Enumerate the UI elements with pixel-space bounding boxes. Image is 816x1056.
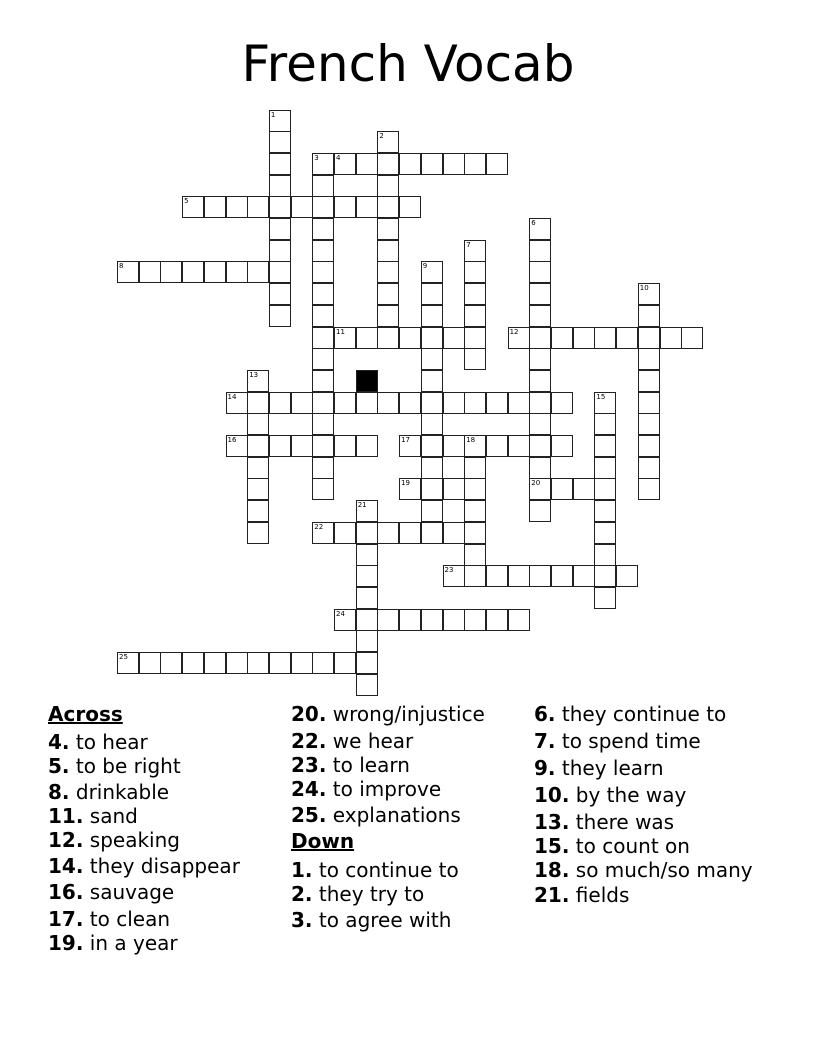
grid-cell[interactable]: [247, 500, 269, 522]
clue-text: to be right: [69, 754, 181, 778]
clue-text: fields: [569, 883, 630, 907]
grid-cell[interactable]: [377, 218, 399, 240]
grid-cell[interactable]: [421, 370, 443, 392]
black-cell: [356, 370, 378, 392]
clue-number-24: 24: [336, 609, 345, 618]
clue-text: to clean: [83, 907, 171, 931]
grid-cell[interactable]: [377, 392, 399, 414]
clue-number: 21.: [534, 883, 570, 907]
grid-cell[interactable]: [443, 327, 465, 349]
grid-cell[interactable]: [529, 348, 551, 370]
clue-number: 4.: [48, 730, 70, 754]
grid-cell[interactable]: [139, 652, 161, 674]
grid-cell[interactable]: [139, 261, 161, 283]
grid-cell[interactable]: [182, 652, 204, 674]
grid-cell[interactable]: [247, 457, 269, 479]
clue-25: [291, 803, 461, 827]
grid-cell[interactable]: [638, 392, 660, 414]
grid-cell[interactable]: [356, 196, 378, 218]
grid-cell[interactable]: [160, 652, 182, 674]
grid-cell[interactable]: [421, 522, 443, 544]
grid-cell[interactable]: [551, 435, 573, 457]
grid-cell[interactable]: [312, 348, 334, 370]
clue-20: [291, 702, 485, 726]
grid-cell[interactable]: [594, 500, 616, 522]
grid-cell[interactable]: [312, 413, 334, 435]
clue-number-5: 5: [184, 197, 189, 206]
grid-cell[interactable]: [247, 652, 269, 674]
grid-cell[interactable]: [508, 435, 530, 457]
grid-cell[interactable]: [638, 370, 660, 392]
grid-cell[interactable]: [204, 196, 226, 218]
grid-cell[interactable]: [399, 522, 421, 544]
grid-cell[interactable]: [638, 327, 660, 349]
grid-cell[interactable]: [312, 218, 334, 240]
grid-cell[interactable]: [638, 305, 660, 327]
clue-number-11: 11: [336, 327, 345, 336]
grid-cell[interactable]: [638, 478, 660, 500]
grid-cell[interactable]: [247, 413, 269, 435]
clue-text: to hear: [69, 730, 148, 754]
grid-cell[interactable]: [399, 153, 421, 175]
grid-cell[interactable]: [160, 261, 182, 283]
grid-cell[interactable]: [594, 435, 616, 457]
clue-number: 8.: [48, 780, 70, 804]
down-heading: Down: [291, 829, 355, 853]
grid-cell[interactable]: [269, 261, 291, 283]
grid-cell[interactable]: [269, 153, 291, 175]
grid-cell[interactable]: [421, 609, 443, 631]
clue-text: so much/so many: [569, 858, 753, 882]
grid-cell[interactable]: [443, 435, 465, 457]
grid-cell[interactable]: [616, 327, 638, 349]
clue-17: [48, 907, 170, 931]
grid-cell[interactable]: [399, 609, 421, 631]
clue-number-25: 25: [119, 653, 128, 661]
grid-cell[interactable]: [356, 565, 378, 587]
clue-number: 12.: [48, 828, 84, 852]
grid-cell[interactable]: [464, 348, 486, 370]
clue-text: speaking: [83, 828, 180, 852]
grid-cell[interactable]: [269, 283, 291, 305]
clue-number: 25.: [291, 803, 327, 827]
grid-cell[interactable]: [377, 327, 399, 349]
clue-number-4: 4: [336, 153, 341, 162]
clue-number-19: 19: [401, 479, 411, 488]
grid-cell[interactable]: [464, 392, 486, 414]
clue-number-17: 17: [401, 436, 411, 444]
grid-cell[interactable]: [269, 196, 291, 218]
grid-cell[interactable]: [421, 305, 443, 327]
clue-23: [291, 753, 410, 777]
grid-cell[interactable]: [443, 153, 465, 175]
clue-number: 16.: [48, 880, 84, 904]
grid-cell[interactable]: [464, 153, 486, 175]
grid-cell[interactable]: [356, 153, 378, 175]
grid-cell[interactable]: [594, 457, 616, 479]
clue-9: [534, 756, 664, 780]
clue-5: [48, 754, 181, 778]
grid-cell[interactable]: [421, 283, 443, 305]
grid-cell[interactable]: [247, 522, 269, 544]
grid-cell[interactable]: [312, 305, 334, 327]
clue-number: 13.: [534, 810, 570, 834]
clue-number-21: 21: [357, 501, 367, 510]
clue-number-1: 1: [270, 110, 276, 119]
grid-cell[interactable]: [638, 413, 660, 435]
grid-cell[interactable]: [594, 327, 616, 349]
clue-number-23: 23: [444, 566, 454, 575]
grid-cell[interactable]: [594, 544, 616, 566]
clue-24: [291, 777, 441, 801]
grid-cell[interactable]: [269, 652, 291, 674]
grid-cell[interactable]: [529, 457, 551, 479]
grid-cell[interactable]: [638, 348, 660, 370]
clue-number: 7.: [534, 729, 556, 753]
clue-number: 19.: [48, 931, 84, 955]
grid-cell[interactable]: [443, 522, 465, 544]
grid-cell[interactable]: [269, 392, 291, 414]
grid-cell[interactable]: [421, 457, 443, 479]
grid-cell[interactable]: [269, 175, 291, 197]
grid-cell[interactable]: [594, 522, 616, 544]
grid-cell[interactable]: [464, 565, 486, 587]
grid-cell[interactable]: [638, 457, 660, 479]
grid-cell[interactable]: [247, 392, 269, 414]
grid-cell[interactable]: [269, 218, 291, 240]
grid-cell[interactable]: [486, 565, 508, 587]
grid-cell[interactable]: [377, 196, 399, 218]
grid-cell[interactable]: [529, 261, 551, 283]
grid-cell[interactable]: [334, 196, 356, 218]
grid-cell[interactable]: [399, 392, 421, 414]
clue-number: 2.: [291, 882, 313, 906]
grid-cell[interactable]: [356, 587, 378, 609]
clue-1: [291, 858, 459, 882]
grid-cell[interactable]: [421, 153, 443, 175]
grid-cell[interactable]: [529, 413, 551, 435]
clue-text: drinkable: [69, 780, 170, 804]
grid-cell[interactable]: [464, 327, 486, 349]
clue-13: [534, 810, 674, 834]
clue-text: explanations: [326, 803, 461, 827]
grid-cell[interactable]: [377, 261, 399, 283]
clue-number: 3.: [291, 908, 313, 932]
grid-cell[interactable]: [226, 196, 248, 218]
grid-cell[interactable]: [291, 652, 313, 674]
grid-cell[interactable]: [399, 327, 421, 349]
clue-14: [48, 854, 240, 878]
clue-number: 24.: [291, 777, 327, 801]
clue-22: [291, 729, 413, 753]
grid-cell[interactable]: [421, 478, 443, 500]
clue-number: 17.: [48, 907, 84, 931]
grid-cell[interactable]: [529, 565, 551, 587]
grid-cell[interactable]: [356, 652, 378, 674]
grid-cell[interactable]: [529, 305, 551, 327]
clue-number: 6.: [534, 702, 556, 726]
grid-cell[interactable]: [486, 435, 508, 457]
grid-cell[interactable]: [312, 175, 334, 197]
grid-cell[interactable]: [486, 609, 508, 631]
grid-cell[interactable]: [443, 392, 465, 414]
clue-number-2: 2: [379, 132, 384, 141]
grid-cell[interactable]: [660, 327, 682, 349]
grid-cell[interactable]: [464, 522, 486, 544]
clue-number-9: 9: [422, 262, 428, 271]
grid-cell[interactable]: [356, 392, 378, 414]
grid-cell[interactable]: [334, 435, 356, 457]
grid-cell[interactable]: [594, 413, 616, 435]
clue-number: 11.: [48, 804, 84, 828]
grid-cell[interactable]: [377, 305, 399, 327]
grid-cell[interactable]: [529, 435, 551, 457]
grid-cell[interactable]: [551, 327, 573, 349]
grid-cell[interactable]: [377, 283, 399, 305]
grid-cell[interactable]: [529, 392, 551, 414]
grid-cell[interactable]: [421, 435, 443, 457]
grid-cell[interactable]: [312, 392, 334, 414]
clue-19: [48, 931, 178, 955]
clue-number-15: 15: [596, 392, 606, 401]
clue-text: to agree with: [312, 908, 452, 932]
grid-cell[interactable]: [291, 392, 313, 414]
grid-cell[interactable]: [464, 261, 486, 283]
grid-cell[interactable]: [377, 522, 399, 544]
grid-cell[interactable]: [247, 196, 269, 218]
clue-number: 23.: [291, 753, 327, 777]
clue-number-12: 12: [509, 327, 519, 336]
grid-cell[interactable]: [312, 652, 334, 674]
grid-cell[interactable]: [269, 240, 291, 262]
clue-7: [534, 729, 701, 753]
grid-cell[interactable]: [312, 457, 334, 479]
grid-cell[interactable]: [312, 196, 334, 218]
grid-cell[interactable]: [334, 522, 356, 544]
grid-cell[interactable]: [226, 652, 248, 674]
clue-number: 22.: [291, 729, 327, 753]
grid-cell[interactable]: [529, 240, 551, 262]
grid-cell[interactable]: [182, 261, 204, 283]
clue-8: [48, 780, 169, 804]
grid-cell[interactable]: [529, 283, 551, 305]
grid-cell[interactable]: [594, 565, 616, 587]
grid-cell[interactable]: [377, 609, 399, 631]
grid-cell[interactable]: [312, 435, 334, 457]
clue-21: [534, 883, 629, 907]
clue-3: [291, 908, 451, 932]
grid-cell[interactable]: [356, 522, 378, 544]
clue-text: to learn: [326, 753, 410, 777]
grid-cell[interactable]: [269, 305, 291, 327]
clue-text: they disappear: [83, 854, 240, 878]
grid-cell[interactable]: [443, 478, 465, 500]
grid-cell[interactable]: [529, 327, 551, 349]
clue-6: [534, 702, 726, 726]
grid-cell[interactable]: [356, 544, 378, 566]
clue-text: wrong/injustice: [326, 702, 485, 726]
grid-cell[interactable]: [204, 652, 226, 674]
grid-cell[interactable]: [291, 196, 313, 218]
clue-number: 14.: [48, 854, 84, 878]
grid-cell[interactable]: [356, 435, 378, 457]
grid-cell[interactable]: [594, 478, 616, 500]
grid-cell[interactable]: [616, 565, 638, 587]
grid-cell[interactable]: [551, 392, 573, 414]
across-heading: Across: [48, 702, 123, 726]
grid-cell[interactable]: [594, 587, 616, 609]
clue-text: they learn: [555, 756, 664, 780]
grid-cell[interactable]: [464, 478, 486, 500]
grid-cell[interactable]: [356, 327, 378, 349]
grid-cell[interactable]: [529, 500, 551, 522]
grid-cell[interactable]: [464, 609, 486, 631]
clue-text: by the way: [569, 783, 687, 807]
clue-number-10: 10: [639, 284, 649, 293]
grid-cell[interactable]: [269, 131, 291, 153]
clue-text: there was: [569, 810, 675, 834]
grid-cell[interactable]: [508, 565, 530, 587]
grid-cell[interactable]: [269, 435, 291, 457]
grid-cell[interactable]: [399, 196, 421, 218]
clue-number: 9.: [534, 756, 556, 780]
clue-number: 10.: [534, 783, 570, 807]
grid-cell[interactable]: [464, 500, 486, 522]
grid-cell[interactable]: [681, 327, 703, 349]
clue-number-8: 8: [119, 262, 124, 271]
grid-cell[interactable]: [312, 261, 334, 283]
grid-cell[interactable]: [247, 478, 269, 500]
grid-cell[interactable]: [377, 240, 399, 262]
grid-cell[interactable]: [377, 153, 399, 175]
clue-text: to improve: [326, 777, 442, 801]
grid-cell[interactable]: [312, 478, 334, 500]
grid-cell[interactable]: [377, 175, 399, 197]
grid-cell[interactable]: [421, 392, 443, 414]
grid-cell[interactable]: [529, 370, 551, 392]
clue-text: to spend time: [555, 729, 701, 753]
grid-cell[interactable]: [508, 609, 530, 631]
grid-cell[interactable]: [312, 240, 334, 262]
clue-text: they try to: [312, 882, 425, 906]
grid-cell[interactable]: [421, 348, 443, 370]
clue-text: we hear: [326, 729, 414, 753]
clue-number-14: 14: [227, 392, 237, 401]
grid-cell[interactable]: [312, 370, 334, 392]
grid-cell[interactable]: [551, 478, 573, 500]
grid-cell[interactable]: [312, 327, 334, 349]
clue-number-18: 18: [466, 436, 476, 444]
grid-cell[interactable]: [247, 435, 269, 457]
grid-cell[interactable]: [464, 544, 486, 566]
grid-cell[interactable]: [573, 327, 595, 349]
grid-cell[interactable]: [508, 392, 530, 414]
clue-number-6: 6: [531, 219, 536, 227]
grid-cell[interactable]: [312, 283, 334, 305]
grid-cell[interactable]: [334, 392, 356, 414]
clue-number-3: 3: [314, 153, 319, 162]
clue-number-20: 20: [531, 479, 541, 488]
grid-cell[interactable]: [464, 457, 486, 479]
grid-cell[interactable]: [421, 500, 443, 522]
grid-cell[interactable]: [204, 261, 226, 283]
puzzle-title: French Vocab: [241, 35, 575, 93]
clue-text: to continue to: [312, 858, 459, 882]
grid-cell[interactable]: [226, 261, 248, 283]
clue-number-13: 13: [249, 370, 259, 379]
grid-cell[interactable]: [334, 652, 356, 674]
grid-cell[interactable]: [443, 609, 465, 631]
clue-number: 18.: [534, 858, 570, 882]
clue-text: in a year: [83, 931, 178, 955]
clue-2: [291, 882, 424, 906]
clue-text: sand: [83, 804, 138, 828]
clue-number: 5.: [48, 754, 70, 778]
clue-18: [534, 858, 753, 882]
grid-cell[interactable]: [551, 565, 573, 587]
grid-cell[interactable]: [356, 609, 378, 631]
grid-cell[interactable]: [421, 413, 443, 435]
clue-text: sauvage: [83, 880, 175, 904]
grid-cell[interactable]: [464, 283, 486, 305]
clue-15: [534, 834, 690, 858]
clue-number-16: 16: [227, 436, 237, 444]
clue-text: they continue to: [555, 702, 727, 726]
grid-cell[interactable]: [573, 565, 595, 587]
clue-text: to count on: [569, 834, 690, 858]
clue-number: 15.: [534, 834, 570, 858]
grid-cell[interactable]: [247, 261, 269, 283]
clue-10: [534, 783, 686, 807]
grid-cell[interactable]: [421, 327, 443, 349]
grid-cell[interactable]: [291, 435, 313, 457]
grid-cell[interactable]: [486, 153, 508, 175]
grid-cell[interactable]: [573, 478, 595, 500]
grid-cell[interactable]: [638, 435, 660, 457]
clue-11: [48, 804, 138, 828]
clue-4: [48, 730, 148, 754]
grid-cell[interactable]: [356, 630, 378, 652]
grid-cell[interactable]: [486, 392, 508, 414]
clue-12: [48, 828, 180, 852]
clue-number-7: 7: [466, 240, 471, 249]
clue-number: 1.: [291, 858, 313, 882]
grid-cell[interactable]: [464, 305, 486, 327]
grid-cell[interactable]: [356, 674, 378, 696]
clue-16: [48, 880, 174, 904]
clue-number-22: 22: [314, 522, 324, 531]
clue-number: 20.: [291, 702, 327, 726]
